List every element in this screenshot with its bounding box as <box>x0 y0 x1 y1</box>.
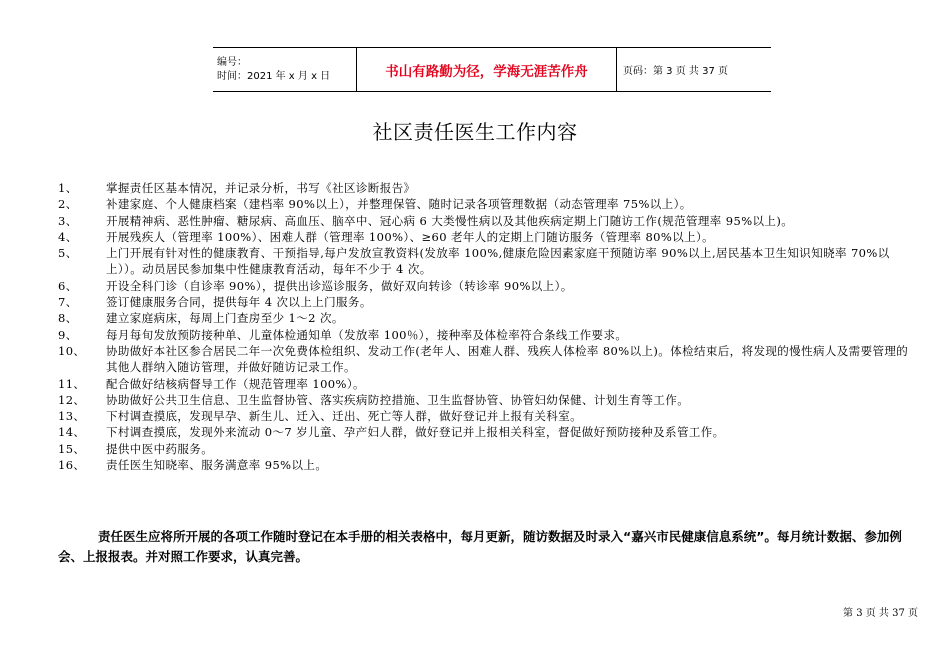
header-page-label: 页码：第 3 页 共 37 页 <box>623 66 728 77</box>
item-number: 14、 <box>58 425 86 440</box>
list-item <box>58 310 920 326</box>
list-item <box>58 408 920 424</box>
item-text: 下村调查摸底，发现外来流动 0～7 岁儿童、孕产妇人群，做好登记并上报相关科室，督促做好预防接种及系管工作。 <box>106 425 725 440</box>
closing-paragraph: 责任医生应将所开展的各项工作随时登记在本手册的相关表格中，每月更新，随访数据及时录入“嘉兴市民健康信息系统”。每月统计数据、参加例会、上报报表。并对照工作要求，认真完善。 <box>58 529 902 564</box>
item-text: 建立家庭病床，每周上门查房至少 1～2 次。 <box>106 311 344 326</box>
list-item <box>58 278 920 294</box>
item-number: 7、 <box>58 295 78 310</box>
list-item <box>58 229 920 245</box>
item-number: 16、 <box>58 458 86 473</box>
item-text: 开展残疾人（管理率 100%）、困难人群（管理率 100%）、≥60 老年人的定期上门随访服务（管理率 80%以上）。 <box>106 229 715 244</box>
header-meta <box>213 48 357 91</box>
list-item <box>58 457 920 473</box>
time-label: 时间：2021 年 x 月 x 日 <box>217 70 331 82</box>
item-text: 签订健康服务合同，提供每年 4 次以上上门服务。 <box>106 295 372 310</box>
item-number: 2、 <box>58 197 78 212</box>
list-item <box>58 294 920 310</box>
item-text: 责任医生知晓率、服务满意率 95%以上。 <box>106 458 328 473</box>
list-item <box>58 213 920 229</box>
list-item <box>58 376 920 392</box>
item-number: 13、 <box>58 409 86 424</box>
number-label: 编号： <box>217 56 247 68</box>
item-text: 下村调查摸底，发现早孕、新生儿、迁入、迁出、死亡等人群，做好登记并上报有关科室。 <box>106 409 582 424</box>
list-item <box>58 180 920 196</box>
item-number: 15、 <box>58 441 86 456</box>
item-text: 协助做好本社区参合居民二年一次免费体检组织、发动工作(老年人、困难人群、残疾人体检率 80%以上)。体检结束后，将发现的慢性病人及需要管理的其他人群纳入随访管理，并做好随访记录工作。 <box>106 343 909 375</box>
item-text: 掌握责任区基本情况，并记录分析，书写《社区诊断报告》 <box>106 181 416 195</box>
item-text: 每月每旬发放预防接种单、儿童体检通知单（发放率 100％），接种率及体检率符合条线工作要求。 <box>106 327 628 342</box>
item-number: 5、 <box>58 246 78 261</box>
item-number: 9、 <box>58 327 78 342</box>
page-footer: 第 3 页 共 37 页 <box>843 608 918 619</box>
item-number: 10、 <box>58 343 86 358</box>
item-text: 开展精神病、恶性肿瘤、糖尿病、高血压、脑卒中、冠心病 6 大类慢性病以及其他疾病定期上门随访工作(规范管理率 95%以上)。 <box>106 213 794 228</box>
item-number: 1、 <box>58 181 78 195</box>
document-title: 社区责任医生工作内容 <box>372 120 578 144</box>
list-item <box>58 441 920 457</box>
list-item <box>58 392 920 408</box>
list-item <box>58 424 920 440</box>
page-header <box>213 47 771 92</box>
list-item <box>58 245 920 278</box>
item-number: 12、 <box>58 392 86 407</box>
item-text: 开设全科门诊（自诊率 90%），提供出诊巡诊服务，做好双向转诊（转诊率 90%以上）。 <box>106 278 573 293</box>
item-number: 4、 <box>58 229 78 244</box>
list-item <box>58 196 920 212</box>
list-item <box>58 327 920 343</box>
item-number: 6、 <box>58 278 78 293</box>
item-number: 3、 <box>58 213 78 228</box>
item-text: 配合做好结核病督导工作（规范管理率 100%）。 <box>106 376 365 391</box>
duty-list <box>58 180 920 473</box>
item-text: 补建家庭、个人健康档案（建档率 90%以上），并整理保管、随时记录各项管理数据（动态管理率 75%以上）。 <box>106 197 692 212</box>
item-text: 上门开展有针对性的健康教育、干预指导,每户发放宣教资料(发放率 100%,健康危险因素家庭干预随访率 90%以上,居民基本卫生知识知晓率 70%以上））。动员居民参加集中性健康教育活动，每年不少于 4 次。 <box>106 246 890 277</box>
item-number: 8、 <box>58 311 78 326</box>
item-number: 11、 <box>58 376 86 391</box>
item-text: 提供中医中药服务。 <box>106 441 214 456</box>
item-text: 协助做好公共卫生信息、卫生监督协管、落实疾病防控措施、卫生监督协管、协管妇幼保健、计划生育等工作。 <box>106 392 690 407</box>
header-motto: 书山有路勤为径，学海无涯苦作舟 <box>357 48 617 91</box>
list-item <box>58 343 920 376</box>
